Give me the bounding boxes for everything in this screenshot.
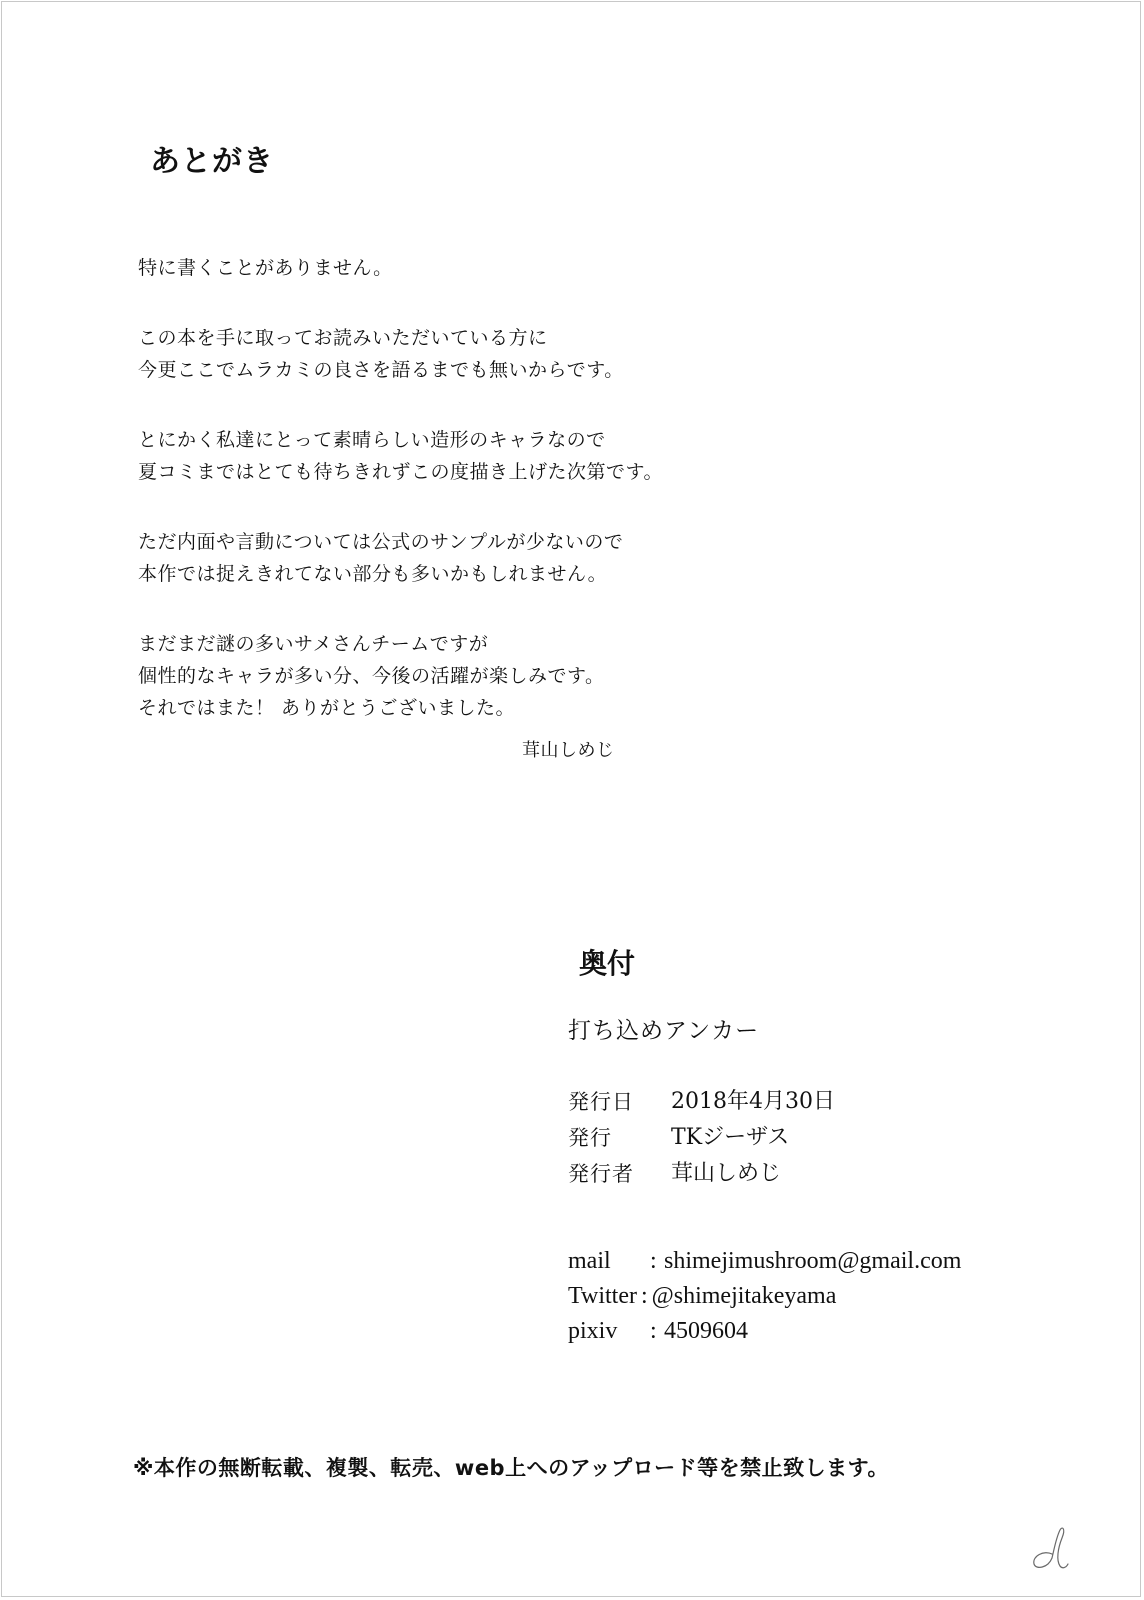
detail-value: TKジーザス — [671, 1125, 790, 1150]
afterword-body — [138, 252, 838, 762]
afterword-line: この本を手に取ってお読みいただいている方に — [138, 327, 548, 349]
pixiv-id: 4509604 — [664, 1318, 748, 1344]
contact-separator: : — [640, 1283, 648, 1309]
contact-row-mail — [568, 1244, 961, 1279]
afterword-title: あとがき — [150, 144, 274, 179]
afterword-paragraph — [138, 322, 838, 386]
page-frame — [1, 1, 1141, 1597]
contact-label: Twitter — [568, 1283, 637, 1309]
contact-label: pixiv — [568, 1318, 618, 1344]
contact-label: mail — [568, 1248, 611, 1274]
detail-value: 茸山しめじ — [671, 1161, 782, 1186]
afterword-paragraph — [138, 628, 838, 724]
contact-row-pixiv — [568, 1314, 961, 1349]
afterword-line: 夏コミまではとても待ちきれずこの度描き上げた次第です。 — [138, 461, 663, 483]
detail-row-publisher — [568, 1120, 835, 1156]
afterword-line: とにかく私達にとって素晴らしい造形のキャラなので — [138, 429, 606, 451]
twitter-handle: @shimejitakeyama — [651, 1283, 837, 1309]
email-address: shimejimushroom@gmail.com — [664, 1248, 962, 1274]
copyright-notice: ※本作の無断転載、複製、転売、web上へのアップロード等を禁止致します。 — [133, 1456, 889, 1480]
afterword-signature: 茸山しめじ — [522, 740, 615, 761]
contact-block — [568, 1244, 961, 1349]
detail-row-issuer — [568, 1156, 835, 1192]
contact-separator: : — [650, 1318, 657, 1344]
afterword-line: 本作では捉えきれてない部分も多いかもしれません。 — [138, 563, 608, 585]
contact-row-twitter — [568, 1279, 961, 1314]
afterword-paragraph — [138, 424, 838, 488]
afterword-line: 今更ここでムラカミの良さを語るまでも無いからです。 — [138, 359, 624, 381]
afterword-paragraph — [138, 526, 838, 590]
afterword-line: 個性的なキャラが多い分、今後の活躍が楽しみです。 — [138, 665, 605, 687]
script-letter-d-mark-icon — [1026, 1524, 1070, 1570]
afterword-line: ただ内面や言動については公式のサンプルが少ないので — [138, 531, 624, 553]
detail-label: 発行 — [568, 1126, 612, 1150]
colophon-details — [568, 1084, 835, 1192]
detail-label: 発行日 — [568, 1090, 634, 1114]
afterword-paragraph — [138, 252, 838, 284]
colophon-title: 奥付 — [579, 947, 636, 980]
contact-separator: : — [650, 1248, 657, 1274]
detail-row-publication-date — [568, 1084, 835, 1120]
detail-label: 発行者 — [568, 1162, 634, 1186]
detail-value: 2018年4月30日 — [671, 1089, 835, 1114]
afterword-line: まだまだ謎の多いサメさんチームですが — [138, 633, 489, 655]
book-title: 打ち込めアンカー — [568, 1018, 760, 1044]
afterword-line: 特に書くことがありません。 — [138, 257, 393, 279]
afterword-line: それではまた！ ありがとうございました。 — [138, 697, 516, 719]
